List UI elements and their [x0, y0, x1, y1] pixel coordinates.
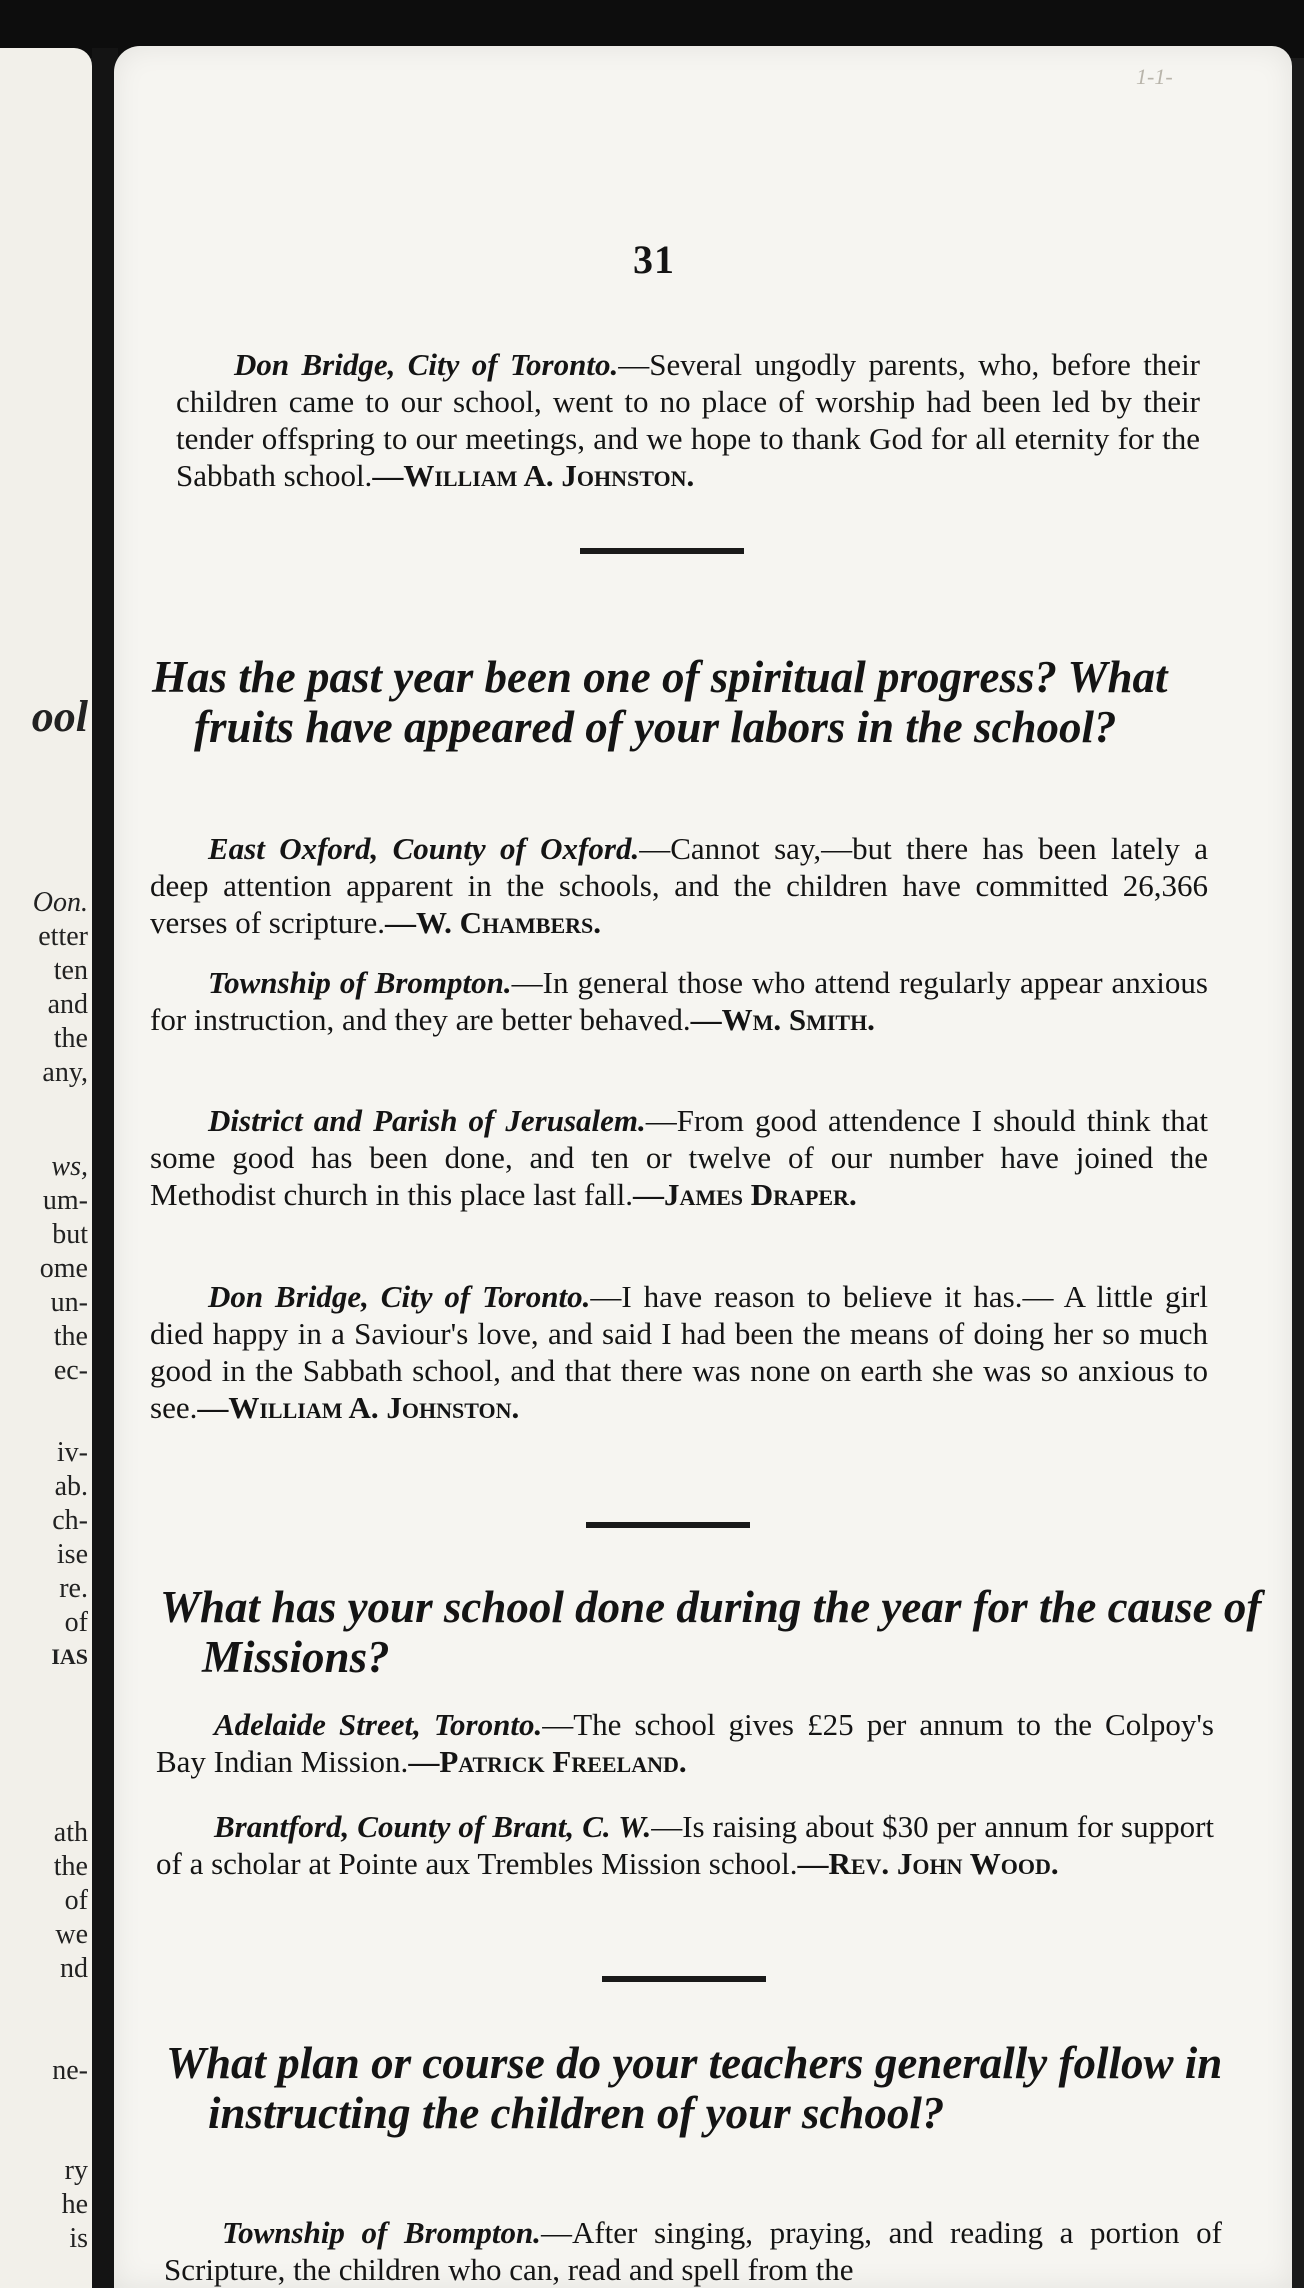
entry-place: Don Bridge, City of Toronto. — [234, 347, 619, 382]
entry-text: —Is raising about $30 per annum for support of a scholar at Pointe aux Trembles Mission school. — [156, 1809, 1215, 1881]
response-entry — [156, 1808, 1214, 1882]
section-divider — [580, 548, 744, 554]
section-question: What plan or course do your teachers generally follow in instructing the children of your school? — [166, 2038, 1223, 2138]
entry-place: Township of Brompton. — [208, 965, 512, 1000]
left-fragment: iv- — [56, 1437, 88, 1468]
left-fragment: the — [53, 1321, 88, 1352]
response-entry — [150, 830, 1208, 941]
left-page-edge — [0, 48, 92, 2288]
left-fragment: ec- — [53, 1355, 88, 1386]
response-entry — [150, 1278, 1208, 1426]
left-fragment: Oon. — [32, 887, 88, 918]
entry-author: —W. Chambers. — [385, 905, 602, 940]
corner-pencil-mark: 1-1- — [1136, 64, 1173, 89]
left-fragment: of — [64, 1885, 88, 1916]
entry-author: —Wm. Smith. — [690, 1002, 875, 1037]
entry-text: —Cannot say,—but there has been lately a deep attention apparent in the schools, and the children have committed 26,366 verses of scripture. — [150, 831, 1208, 940]
entry-place: District and Parish of Jerusalem. — [208, 1103, 646, 1138]
left-fragment: the — [53, 1023, 88, 1054]
entry-text: —Several ungodly parents, who, before their children came to our school, went to no place of worship had been led by their tender offspring to our meetings, and we hope to thank God for all eternity for the Sabbath school. — [176, 347, 1201, 493]
left-fragment: of — [64, 1607, 88, 1638]
entry-place: Brantford, County of Brant, C. W. — [214, 1809, 652, 1844]
entry-text: —In general those who attend regularly appear anxious for instruction, and they are better behaved. — [150, 965, 1208, 1037]
entry-author: —Rev. John Wood. — [797, 1846, 1059, 1881]
left-fragment: and — [47, 989, 88, 1020]
left-fragment: but — [52, 1219, 88, 1250]
entry-author: —William A. Johnston. — [197, 1390, 520, 1425]
entry-author: —James Draper. — [632, 1177, 857, 1212]
section-question: What has your school done during the year for the cause of Missions? — [160, 1582, 1262, 1682]
left-fragment: un- — [50, 1287, 88, 1318]
left-fragment: ne- — [52, 2055, 88, 2086]
entry-text: —The school gives £25 per annum to the Colpoy's Bay Indian Mission. — [156, 1707, 1214, 1779]
entry-place: Adelaide Street, Toronto. — [214, 1707, 543, 1742]
response-entry — [150, 964, 1208, 1038]
left-fragment: ome — [39, 1253, 88, 1284]
entry-place: East Oxford, County of Oxford. — [208, 831, 640, 866]
left-fragment: ten — [53, 955, 88, 986]
entry-text: —I have reason to believe it has.— A little girl died happy in a Saviour's love, and said I had been the means of doing her so much good in the Sabbath school, and that there was none on earth she was so anxious to see. — [150, 1279, 1208, 1425]
section-divider — [602, 1976, 766, 1982]
entry-place: Don Bridge, City of Toronto. — [208, 1279, 591, 1314]
entry-place: Township of Brompton. — [222, 2215, 541, 2250]
left-fragment: ch- — [52, 1505, 88, 1536]
entry-text: —After singing, praying, and reading a portion of Scripture, the children who can, read and spell from the — [164, 2215, 1222, 2287]
left-fragment: um- — [42, 1185, 88, 1216]
left-fragment: ath — [53, 1817, 88, 1848]
entry-author: —Patrick Freeland. — [408, 1744, 687, 1779]
section-divider — [586, 1522, 750, 1528]
page-number: 31 — [633, 237, 675, 282]
left-fragment: ws, — [51, 1151, 88, 1182]
left-fragment: etter — [38, 921, 88, 952]
response-entry — [176, 346, 1200, 494]
book-page — [114, 46, 1292, 2288]
left-fragment: ool — [31, 692, 88, 741]
left-fragment: nd — [60, 1953, 88, 1984]
left-fragment: we — [55, 1919, 88, 1950]
response-entry — [150, 1102, 1208, 1213]
left-fragment: any, — [42, 1057, 88, 1088]
left-fragment: ab. — [54, 1471, 88, 1502]
left-fragment: is — [69, 2223, 88, 2254]
left-fragment: the — [53, 1851, 88, 1882]
left-fragment: ry — [64, 2155, 88, 2186]
left-fragment: re. — [59, 1573, 88, 1604]
entry-text: —From good attendence I should think that some good has been done, and ten or twelve of our number have joined the Methodist church in this place last fall. — [150, 1103, 1208, 1212]
section-question: Has the past year been one of spiritual progress? What fruits have appeared of your labors in the school? — [152, 652, 1168, 752]
left-fragment: ise — [56, 1539, 88, 1570]
left-fragment: he — [61, 2189, 88, 2220]
response-entry — [164, 2214, 1222, 2288]
left-fragment: IAS — [51, 1644, 88, 1669]
entry-author: —William A. Johnston. — [372, 458, 695, 493]
response-entry — [156, 1706, 1214, 1780]
